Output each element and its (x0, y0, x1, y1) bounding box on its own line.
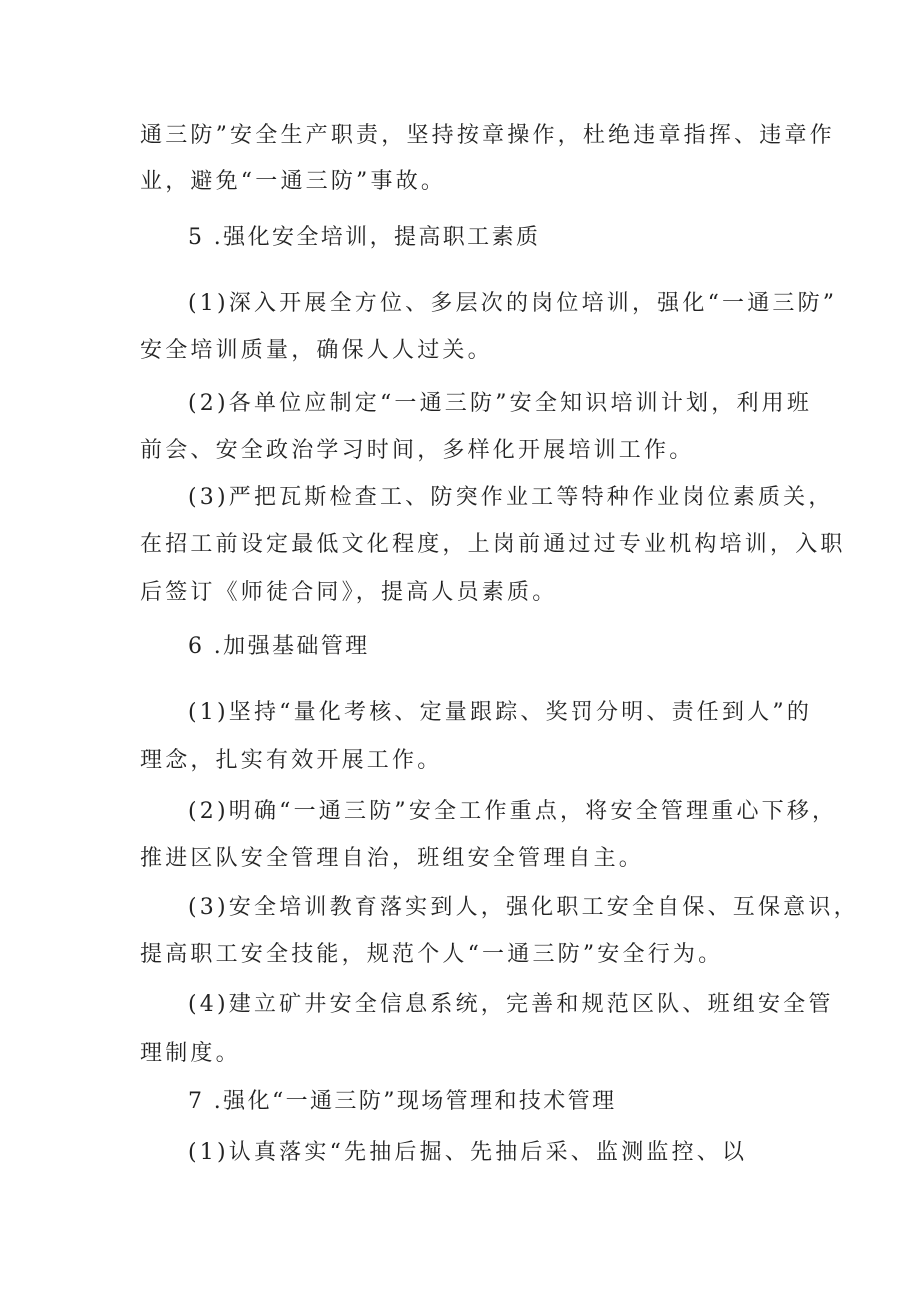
body-text-line: 理制度。 (140, 1041, 241, 1066)
body-text-line: 安全培训质量，确保人人过关。 (140, 338, 493, 363)
list-item-text: (3)严把瓦斯检查工、防突作业工等特种作业岗位素质关， (188, 485, 834, 510)
list-item-text: (1)认真落实“先抽后掘、先抽后采、监测监控、以 (188, 1140, 748, 1165)
list-item-text: (2)各单位应制定“一通三防”安全知识培训计划，利用班 (188, 391, 813, 416)
body-text-line: 理念，扎实有效开展工作。 (140, 748, 443, 773)
body-text-line: 业，避免“一通三防”事故。 (140, 169, 447, 194)
section-heading-6: 6 .加强基础管理 (188, 634, 370, 659)
list-item-text: (2)明确“一通三防”安全工作重点，将安全管理重心下移， (188, 799, 838, 824)
list-item-text: (1)坚持“量化考核、定量跟踪、奖罚分明、责任到人”的 (188, 700, 813, 725)
body-text-line: 通三防”安全生产职责，坚持按章操作，杜绝违章指挥、违章作 (140, 123, 835, 148)
list-item-text: (3)安全培训教育落实到人，强化职工安全自保、互保意识， (188, 895, 859, 920)
section-heading-7: 7 .强化“一通三防”现场管理和技术管理 (188, 1089, 617, 1114)
body-text-line: 推进区队安全管理自治，班组安全管理自主。 (140, 846, 645, 871)
body-text-line: 前会、安全政治学习时间，多样化开展培训工作。 (140, 438, 695, 463)
body-text-line: 后签订《师徒合同》，提高人员素质。 (140, 580, 558, 605)
list-item-text: (1)深入开展全方位、多层次的岗位培训，强化“一通三防” (188, 291, 838, 316)
section-heading-5: 5 .强化安全培训，提高职工素质 (188, 225, 541, 250)
list-item-text: (4)建立矿井安全信息系统，完善和规范区队、班组安全管 (188, 992, 834, 1017)
body-text-line: 在招工前设定最低文化程度，上岗前通过过专业机构培训，入职 (140, 532, 846, 557)
body-text-line: 提高职工安全技能，规范个人“一通三防”安全行为。 (140, 942, 724, 967)
